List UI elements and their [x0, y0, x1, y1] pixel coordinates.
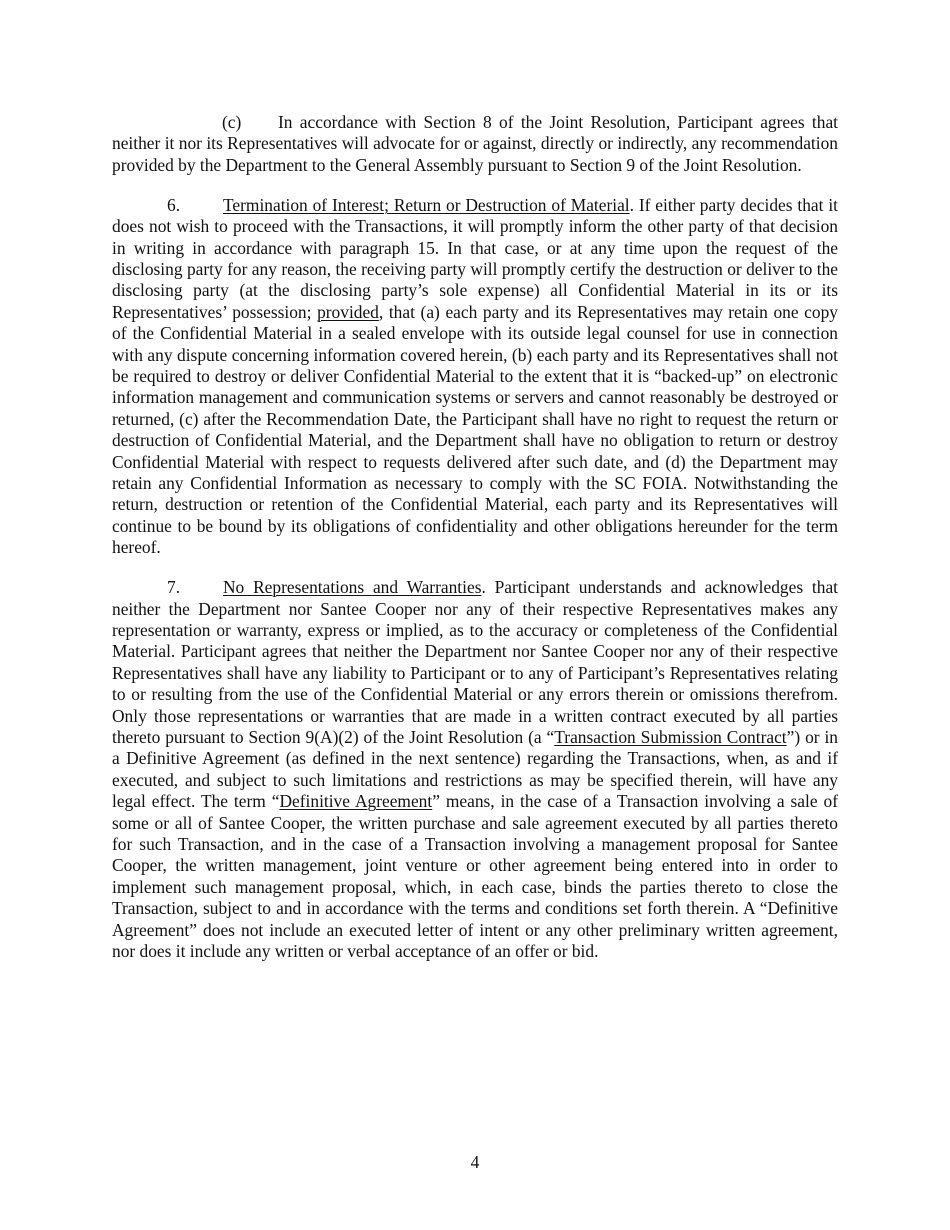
provided-term: provided [317, 301, 379, 322]
section-6 [112, 195, 838, 559]
section-6-number: 6. [167, 194, 181, 215]
section-6-text-1: . If either party decides that it does not wish to proceed with the Transactions, it will promptly inform the other party of that decision in writing in accordance with paragraph 15. In that case, or at any time upon the request of the disclosing party for any reason, the receiving party will promptly certify the destruction or deliver to the disclosing party (at the disclosing party’s sole expense) all Confidential Material in its or its Representatives’ possession; [112, 194, 838, 322]
section-6-text-2: , that (a) each party and its Representatives may retain one copy of the Confidential Material in a sealed envelope with its outside legal counsel for use in connection with any dispute concerning information covered herein, (b) each party and its Representatives shall not be required to destroy or deliver Confidential Material to the extent that it is “backed-up” on electronic information management and communication systems or servers and cannot reasonably be destroyed or returned, (c) after the Recommendation Date, the Participant shall have no right to request the return or destruction of Confidential Material, and the Department shall have no obligation to return or destroy Confidential Material with respect to requests delivered after such date, and (d) the Department may retain any Confidential Information as necessary to comply with the SC FOIA. Notwithstanding the return, destruction or retention of the Confidential Material, each party and its Representatives will continue to be bound by its obligations of confidentiality and other obligations hereunder for the term hereof. [112, 301, 838, 558]
subparagraph-marker: (c) [222, 112, 242, 132]
section-7-text-3: ” means, in the case of a Transaction involving a sale of some or all of Santee Cooper, the written purchase and sale agreement executed by all parties thereto for such Transaction, and in the case of a Transaction involving a management proposal for Santee Cooper, the written management, joint venture or other agreement being entered into in order to implement such management proposal, which, in each case, binds the parties thereto to close the Transaction, subject to and in accordance with the terms and conditions set forth therein. A “Definitive Agreement” does not include an executed letter of intent or any other preliminary written agreement, nor does it include any written or verbal acceptance of an offer or bid. [112, 791, 838, 962]
paragraph-c-text: In accordance with Section 8 of the Joint Resolution, Participant agrees that neither it nor its Representatives will advocate for or against, directly or indirectly, any recommendation provided by the Department to the General Assembly pursuant to Section 9 of the Joint Resolution. [112, 112, 838, 175]
section-6-heading: Termination of Interest; Return or Destruction of Material [223, 194, 630, 215]
page-number: 4 [470, 1152, 480, 1172]
defined-term-definitive-agreement: Definitive Agreement [279, 791, 433, 812]
section-7 [112, 577, 838, 962]
section-7-number: 7. [167, 577, 181, 598]
section-7-heading: No Representations and Warranties [223, 577, 482, 598]
section-7-text-2: ”) or in a Definitive Agreement (as defined in the next sentence) regarding the Transactions, when, as and if executed, and subject to such limitations and restrictions as may be specified therein, will have any legal effect. The term “ [112, 726, 838, 812]
paragraph-c [112, 112, 838, 176]
document-page [112, 112, 838, 981]
section-7-text-1: . Participant understands and acknowledges that neither the Department nor Santee Cooper nor any of their respective Representatives makes any representation or warranty, express or implied, as to the accuracy or completeness of the Confidential Material. Participant agrees that neither the Department nor Santee Cooper nor any of their respective Representatives shall have any liability to Participant or to any of Participant’s Representatives relating to or resulting from the use of the Confidential Material or any errors therein or omissions therefrom. Only those representations or warranties that are made in a written contract executed by all parties thereto pursuant to Section 9(A)(2) of the Joint Resolution (a “ [112, 577, 838, 747]
defined-term-transaction-submission-contract: Transaction Submission Contract [554, 726, 787, 747]
